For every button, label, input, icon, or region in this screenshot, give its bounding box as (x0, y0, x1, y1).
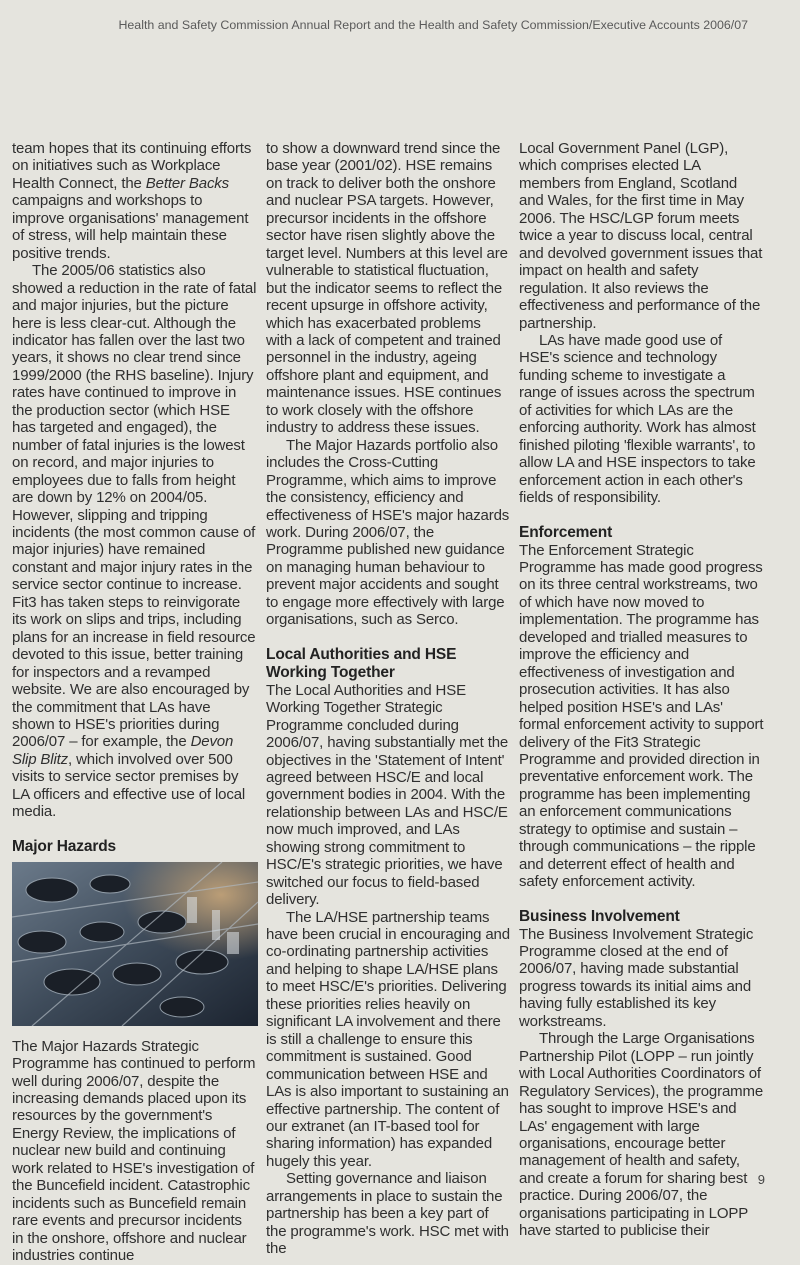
column-1 (12, 140, 257, 1265)
photo-illustration (12, 862, 258, 1026)
paragraph: The 2005/06 statistics also showed a reduction in the rate of fatal and major injuries, but the picture here is less clear-cut. Although the indicator has fallen over the last two years, it shows no clear trend since 1999/2000 (the RHS baseline). Injury rates have continued to improve in the production sector (which HSE has targeted and engaged), the number of fatal injuries is the lowest on record, and major injuries to employees due to falls from height are down by 12% on 2004/05. However, slipping and tripping incidents (the most common cause of major injuries) have remained constant and major injury rates in the service sector continue to increase. Fit3 has taken steps to reinvigorate its work on slips and trips, including plans for an increase in field resource devoted to this issue, better training for inspectors and a revamped website. We are also encouraged by the commitment that LAs have shown to HSE's priorities during 2006/07 – for example, the Devon Slip Blitz, which involved over 500 visits to service sector premises by LA officers and effective use of local media. (12, 262, 257, 821)
section-heading-major-hazards: Major Hazards (12, 837, 116, 855)
paragraph: LAs have made good use of HSE's science and technology funding scheme to investigate a range of issues across the spectrum of activities for which LAs are the enforcing authority. Work has almost finished piloting 'flexible warrants', to allow LA and HSE inspectors to take enforcement action in each other's fields of responsibility. (519, 331, 756, 507)
section-heading-business-involvement: Business Involvement (519, 907, 680, 925)
paragraph: to show a downward trend since the base year (2001/02). HSE remains on track to deliver both the onshore and nuclear PSA targets. However, precursor incidents in the offshore sector have risen slightly above the target level. Numbers at this level are vulnerable to statistical fluctuation, but the indicator seems to reflect the recent upsurge in offshore activity, which has exacerbated problems with a lack of competent and trained personnel in the industry, ageing offshore plant and equipment, and maintenance issues. HSE continues to work closely with the offshore industry to address these issues. (266, 140, 508, 437)
paragraph: The Local Authorities and HSE Working Together Strategic Programme concluded during 2006/07, having substantially met the objectives in the 'Statement of Intent' agreed between HSC/E and local government bodies in 2004. With the relationship between LAs and HSC/E now much improved, and LAs showing strong commitment to HSC/E's strategic priorities, we have switched our focus to field-based delivery. (266, 681, 509, 909)
paragraph: The Major Hazards portfolio also includes the Cross-Cutting Programme, which aims to improve the consistency, efficiency and effectiveness of HSE's major hazards work. During 2006/07, the Programme published new guidance on managing human behaviour to prevent major accidents and sought to engage more effectively with large organisations, such as Serco. (266, 436, 510, 629)
column-2 (266, 140, 510, 1258)
paragraph: Local Government Panel (LGP), which comprises elected LA members from England, Scotland and Wales, for the first time in May 2006. The HSC/LGP forum meets twice a year to discuss local, central and devolved government issues that impact on health and safety regulation. It also reviews the effectiveness and performance of the partnership. (519, 140, 763, 332)
campaign-name: Better Backs (145, 174, 229, 192)
page-number: 9 (757, 1172, 765, 1187)
campaign-name: Devon Slip Blitz (12, 733, 234, 768)
offshore-installation-photo (12, 862, 258, 1026)
running-header: Health and Safety Commission Annual Report and the Health and Safety Commission/Executive Accounts 2006/07 (118, 18, 748, 32)
paragraph: The Major Hazards Strategic Programme has continued to perform well during 2006/07, despite the increasing demands placed upon its resources by the government's Energy Review, the implications of nuclear new build and continuing work related to HSE's investigation of the Buncefield incident. Catastrophic incidents such as Buncefield remain rare events and precursor incidents in the onshore, offshore and nuclear industries continue (12, 1037, 256, 1265)
column-3 (519, 140, 764, 1240)
paragraph: The LA/HSE partnership teams have been crucial in encouraging and co-ordinating partnership activities and helping to shape LA/HSE plans to meet HSC/E's priorities. Delivering these priorities relies heavily on significant LA involvement and there is still a challenge to ensure this commitment is sustained. Good communication between HSE and LAs is also important to sustaining an effective partnership. The content of our extranet (an IT-based tool for sharing information) has expanded hugely this year. (266, 908, 510, 1170)
paragraph: The Enforcement Strategic Programme has made good progress on its three central workstreams, two of which have now moved to implementation. The programme has developed and trialled measures to improve the efficiency and effectiveness of investigation and prosecution activities. It has also helped position HSE's and LAs' formal enforcement activity to support delivery of the Fit3 Strategic Programme and provided direction in preventative enforcement work. The programme has been implementing an enforcement communications strategy to optimise and sustain – through communications – the ripple and deterrent effect of health and safety enforcement activity. (519, 541, 764, 891)
paragraph: Through the Large Organisations Partnership Pilot (LOPP – run jointly with Local Authorities Coordinators of Regulatory Services), the programme has sought to improve HSE's and LAs' engagement with large organisations, encourage better management of health and safety, and create a forum for sharing best practice. During 2006/07, the organisations participating in LOPP have started to publicise their (519, 1030, 764, 1240)
paragraph: The Business Involvement Strategic Programme closed at the end of 2006/07, having made substantial progress towards its initial aims and having fully established its key workstreams. (519, 925, 754, 1030)
section-heading-local-authorities: Local Authorities and HSE Working Together (266, 645, 457, 681)
section-heading-enforcement: Enforcement (519, 523, 613, 541)
paragraph: Setting governance and liaison arrangements in place to sustain the partnership has been a key part of the programme's work. HSC met with the (266, 1170, 509, 1258)
paragraph: team hopes that its continuing efforts on initiatives such as Workplace Health Connect, the Better Backs campaigns and workshops to improve organisations' management of stress, will help maintain these positive trends. (12, 140, 252, 262)
